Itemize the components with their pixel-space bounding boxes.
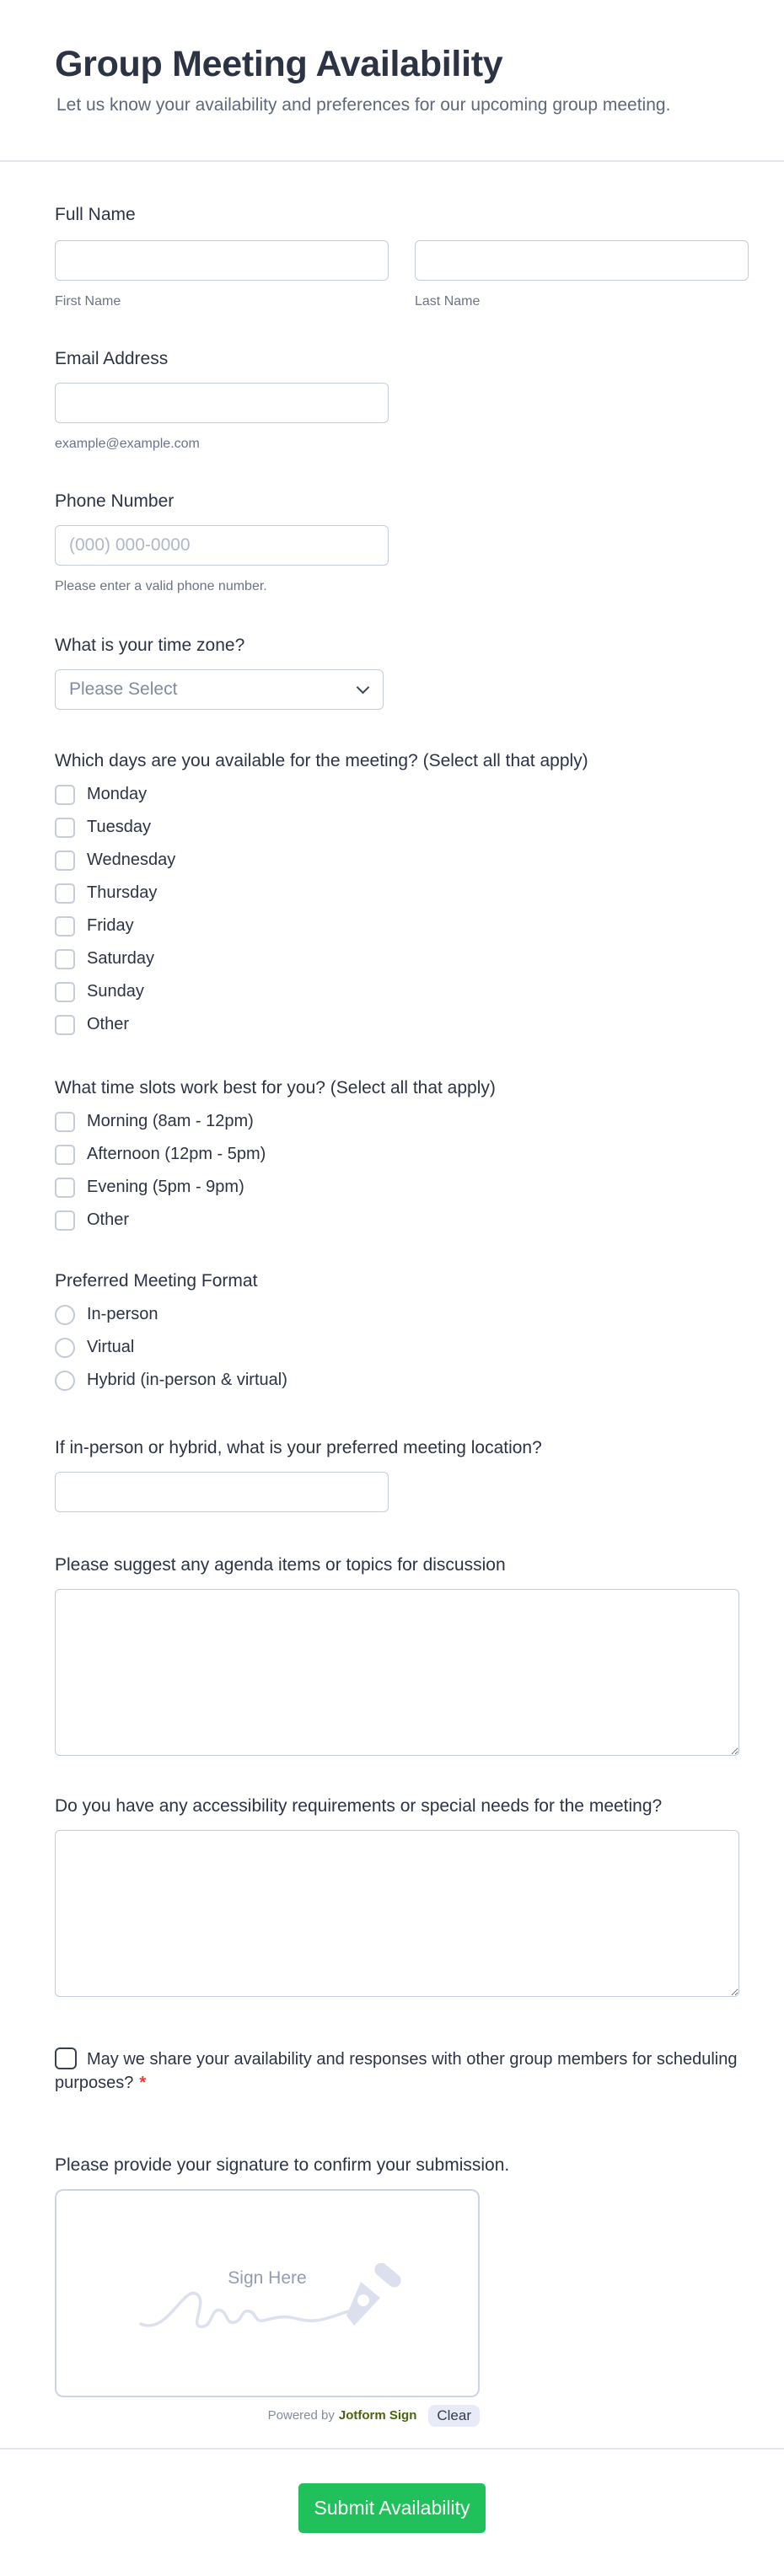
checkbox-option-label: Other	[87, 1015, 130, 1034]
agenda-label: Please suggest any agenda items or topics for discussion	[55, 1554, 506, 1575]
field-available-days	[55, 749, 739, 1035]
checkbox-option-label: Sunday	[87, 982, 144, 1001]
checkbox-option-row[interactable]	[55, 1145, 739, 1165]
form-body	[0, 203, 784, 2427]
checkbox-option-label: Thursday	[87, 883, 158, 903]
field-meeting-format	[55, 1269, 739, 1391]
email-sublabel: example@example.com	[55, 436, 200, 451]
form-header	[0, 0, 784, 117]
timezone-label: What is your time zone?	[55, 635, 245, 655]
phone-input[interactable]	[55, 525, 389, 566]
agenda-textarea[interactable]	[55, 1589, 739, 1756]
checkbox-option-label: Morning (8am - 12pm)	[87, 1112, 254, 1131]
radio-option-label: Virtual	[87, 1338, 135, 1357]
signature-label: Please provide your signature to confirm your submission.	[55, 2155, 510, 2175]
phone-sublabel: Please enter a valid phone number.	[55, 578, 267, 593]
signature-squiggle-and-pen-nib-icon	[139, 2263, 409, 2348]
time-slots-label: What time slots work best for you? (Select all that apply)	[55, 1077, 496, 1097]
day-checkbox[interactable]	[55, 883, 75, 904]
last-name-col	[415, 240, 749, 310]
form-title: Group Meeting Availability	[55, 44, 503, 84]
full-name-label: Full Name	[55, 204, 136, 224]
time-slot-checkbox[interactable]	[55, 1210, 75, 1231]
format-radio[interactable]	[55, 1371, 75, 1391]
email-input[interactable]	[55, 383, 389, 423]
location-label: If in-person or hybrid, what is your preferred meeting location?	[55, 1437, 542, 1457]
format-radio[interactable]	[55, 1338, 75, 1358]
checkbox-option-row[interactable]	[55, 818, 739, 838]
signature-pad[interactable]	[55, 2189, 480, 2397]
field-time-slots	[55, 1076, 739, 1231]
first-name-input[interactable]	[55, 240, 389, 281]
required-asterisk: *	[139, 2073, 147, 2092]
time-slots-option-list	[55, 1112, 739, 1231]
share-consent-label: May we share your availability and responses with other group members for scheduling purposes?	[55, 2049, 738, 2092]
radio-option-label: Hybrid (in-person & virtual)	[87, 1371, 287, 1390]
submit-button[interactable]: Submit Availability	[298, 2483, 486, 2533]
form-subtitle: Let us know your availability and preferences for our upcoming group meeting.	[56, 94, 671, 115]
checkbox-option-row[interactable]	[55, 949, 739, 969]
radio-option-row[interactable]	[55, 1305, 739, 1325]
timezone-select-placeholder: Please Select	[69, 679, 178, 699]
field-accessibility	[55, 1795, 739, 1997]
field-signature	[55, 2154, 739, 2427]
footer-divider	[0, 2448, 784, 2450]
phone-label: Phone Number	[55, 491, 175, 511]
last-name-input[interactable]	[415, 240, 749, 281]
full-name-row	[55, 240, 739, 310]
share-consent-checkbox[interactable]	[55, 2047, 77, 2069]
time-slot-checkbox[interactable]	[55, 1112, 75, 1132]
header-divider	[0, 160, 784, 162]
time-slot-checkbox[interactable]	[55, 1178, 75, 1198]
field-location	[55, 1436, 739, 1512]
checkbox-option-row[interactable]	[55, 916, 739, 936]
email-label: Email Address	[55, 348, 169, 368]
day-checkbox[interactable]	[55, 851, 75, 871]
checkbox-option-row[interactable]	[55, 883, 739, 904]
powered-by-text: Powered by	[267, 2408, 335, 2423]
checkbox-option-label: Friday	[87, 916, 134, 936]
format-radio[interactable]	[55, 1305, 75, 1325]
day-checkbox[interactable]	[55, 916, 75, 936]
clear-signature-button[interactable]: Clear	[428, 2405, 480, 2427]
last-name-sublabel: Last Name	[415, 293, 481, 309]
field-email	[55, 347, 739, 453]
time-slot-checkbox[interactable]	[55, 1145, 75, 1165]
radio-option-row[interactable]	[55, 1338, 739, 1358]
checkbox-option-row[interactable]	[55, 1112, 739, 1132]
checkbox-option-label: Wednesday	[87, 851, 176, 870]
field-phone	[55, 490, 739, 595]
checkbox-option-label: Other	[87, 1210, 130, 1230]
sign-here-placeholder: Sign Here	[228, 2267, 307, 2288]
checkbox-option-label: Saturday	[87, 949, 155, 969]
checkbox-option-row[interactable]	[55, 1015, 739, 1035]
checkbox-option-label: Afternoon (12pm - 5pm)	[87, 1145, 266, 1164]
checkbox-option-row[interactable]	[55, 1210, 739, 1231]
checkbox-option-label: Monday	[87, 785, 148, 804]
available-days-option-list	[55, 785, 739, 1035]
day-checkbox[interactable]	[55, 982, 75, 1002]
chevron-down-icon	[357, 680, 370, 694]
field-timezone	[55, 634, 739, 710]
field-share-consent	[55, 2047, 739, 2095]
checkbox-option-row[interactable]	[55, 851, 739, 871]
meeting-format-option-list	[55, 1305, 739, 1391]
checkbox-option-label: Tuesday	[87, 818, 151, 837]
checkbox-option-row[interactable]	[55, 982, 739, 1002]
signature-meta-row	[55, 2405, 480, 2427]
timezone-select[interactable]	[55, 669, 384, 710]
accessibility-textarea[interactable]	[55, 1830, 739, 1997]
available-days-label: Which days are you available for the meeting? (Select all that apply)	[55, 750, 588, 770]
jotform-sign-brand: Jotform Sign	[338, 2408, 417, 2423]
share-consent-row[interactable]	[55, 2050, 738, 2092]
day-checkbox[interactable]	[55, 818, 75, 838]
radio-option-label: In-person	[87, 1305, 158, 1324]
accessibility-label: Do you have any accessibility requirements or special needs for the meeting?	[55, 1795, 663, 1816]
location-input[interactable]	[55, 1472, 389, 1512]
day-checkbox[interactable]	[55, 949, 75, 969]
first-name-col	[55, 240, 389, 310]
field-agenda	[55, 1554, 739, 1756]
submit-row	[0, 2483, 784, 2576]
checkbox-option-label: Evening (5pm - 9pm)	[87, 1178, 244, 1197]
day-checkbox[interactable]	[55, 1015, 75, 1035]
meeting-format-label: Preferred Meeting Format	[55, 1270, 258, 1291]
checkbox-option-row[interactable]	[55, 1178, 739, 1198]
day-checkbox[interactable]	[55, 785, 75, 805]
first-name-sublabel: First Name	[55, 293, 121, 309]
radio-option-row[interactable]	[55, 1371, 739, 1391]
checkbox-option-row[interactable]	[55, 785, 739, 805]
field-full-name	[55, 203, 739, 310]
